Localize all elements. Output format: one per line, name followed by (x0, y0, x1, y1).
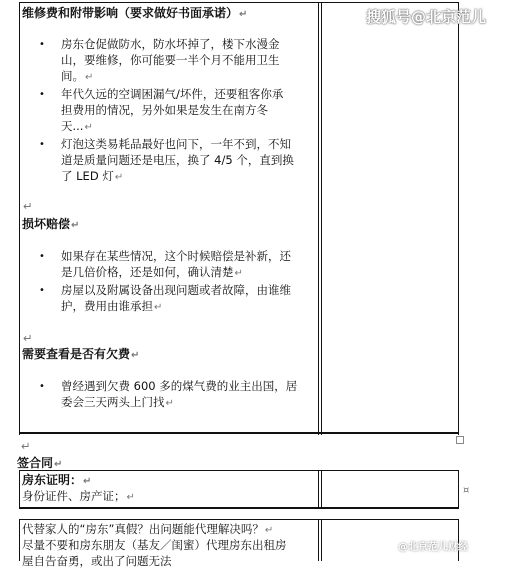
table-right-border (458, 2, 459, 435)
section1-bullet-3: • (39, 139, 45, 150)
section1-item-2-line-3: 天...↵ (61, 119, 93, 133)
bottom-line-2: 尽量不要和房东朋友（基友／闺蜜）代理房东出租房 (22, 538, 287, 552)
section1-heading: 维修费和附带影响（要求做好书面承诺）↵ (22, 6, 248, 20)
empty-paragraph-2: ↵ (23, 331, 33, 345)
landlord-docs: 身份证件、房产证；↵ (22, 489, 135, 503)
watermark-bottom: @北京范儿财经 (398, 542, 468, 553)
section1-item-1-line-3: 间。↵ (61, 69, 94, 83)
bottom-table-left (19, 519, 20, 561)
sign-contract-heading: 签合同↵ (17, 456, 63, 470)
landlord-table-right (458, 470, 459, 508)
section1-item-3-line-1: 灯泡这类易耗品最好也问下，一年不到，不知 (61, 137, 291, 151)
section3-item-1-line-2: 委会三天两头上门找↵ (61, 395, 174, 409)
landlord-table-left (19, 470, 20, 508)
section1-item-3-line-2: 道是质量问题还是电压，换了 4/5 个，直到换 (61, 153, 294, 167)
bottom-table-top (19, 519, 459, 520)
landlord-table-top (19, 470, 459, 471)
landlord-table-bottom (19, 507, 459, 509)
section2-bullet-1: • (39, 251, 45, 262)
bottom-line-3: 屋自告奋勇，或出了问题无法 (22, 554, 172, 568)
section2-item-2-line-1: 房屋以及附属设备出现问题或者故障，由谁维 (61, 283, 291, 297)
table-col-divider (318, 2, 319, 435)
table-end-mark: ¤ (463, 485, 470, 496)
table-top-border (19, 2, 458, 3)
landlord-label: 房东证明：↵ (22, 473, 92, 487)
section1-item-3-line-3: 了 LED 灯↵ (61, 169, 124, 183)
bottom-table-divider (318, 519, 319, 561)
watermark-top: 搜狐号@北京范儿 (366, 8, 487, 26)
section2-heading: 损坏赔偿↵ (22, 217, 80, 231)
bottom-table-divider-2 (321, 519, 322, 561)
section3-item-1-line-1: 曾经遇到欠费 600 多的煤气费的业主出国，居 (61, 379, 298, 393)
section1-bullet-2: • (39, 89, 45, 100)
section1-item-2-line-1: 年代久远的空调困漏气/坏件，还要租客你承 (61, 87, 284, 101)
section1-bullet-1: • (39, 39, 45, 50)
section2-item-2-line-2: 护，费用由谁承担↵ (61, 299, 163, 313)
table-col-divider-2 (321, 2, 322, 435)
landlord-table-divider-2 (321, 470, 322, 508)
section2-item-1-line-1: 如果存在某些情况，这个时候赔偿是补新，还 (61, 249, 291, 263)
section2-item-1-line-2: 是几倍价格，还是如何，确认清楚↵ (61, 265, 243, 279)
section2-bullet-2: • (39, 285, 45, 296)
section3-heading: 需要查看是否有欠费↵ (22, 347, 140, 361)
empty-paragraph-1: ↵ (23, 199, 33, 213)
landlord-table-divider (318, 470, 319, 508)
section1-item-1-line-1: 房东仓促做防水，防水坏掉了，楼下水漫金 (61, 37, 280, 51)
section1-item-1-line-2: 山，要维修，你可能要一半个月不能用卫生 (61, 53, 280, 67)
table-resize-handle[interactable] (456, 436, 464, 444)
section1-item-2-line-2: 担费用的情况，另外如果是发生在南方冬 (61, 103, 268, 117)
table-bottom-border (19, 432, 459, 434)
empty-paragraph-3: ↵ (21, 439, 31, 453)
section3-bullet-1: • (39, 381, 45, 392)
table-left-border (19, 2, 20, 435)
bottom-line-1: 代替家人的“房东”真假？出问题能代理解决吗？↵ (22, 522, 274, 536)
